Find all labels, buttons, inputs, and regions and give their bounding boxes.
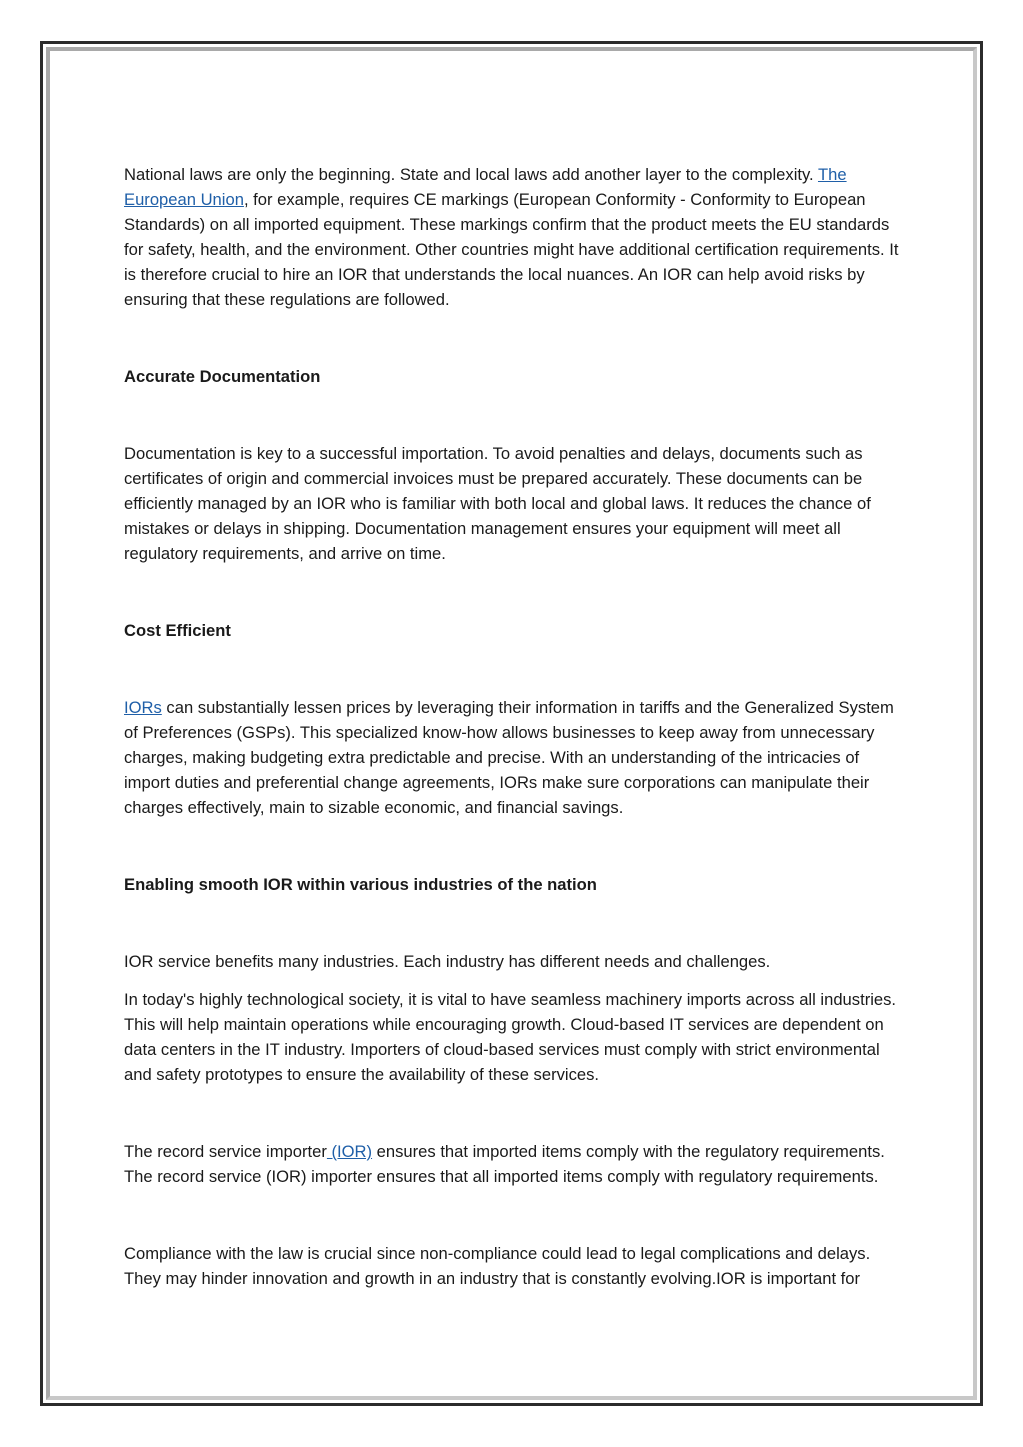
- ior-link[interactable]: (IOR): [326, 1142, 373, 1161]
- paragraph-national-laws: [124, 162, 904, 312]
- heading-enabling-smooth-ior: Enabling smooth IOR within various industries of the nation: [124, 875, 597, 894]
- paragraph-compliance: Compliance with the law is crucial since non-compliance could lead to legal complications and delays. They may hinder innovation and growth in an industry that is constantly evolving.IOR is important for: [124, 1244, 871, 1288]
- heading-accurate-documentation: Accurate Documentation: [124, 367, 321, 386]
- paragraph-text: can substantially lessen prices by leveraging their information in tariffs and the Generalized System of Preferences (GSPs). This specialized know-how allows businesses to keep away from unnecessary charges, making budgeting extra predictable and precise. With an understanding of the intricacies of import duties and preferential change agreements, IORs make sure corporations can manipulate their charges effectively, main to sizable economic, and financial savings.: [124, 698, 894, 817]
- paragraph-text: , for example, requires CE markings (European Conformity - Conformity to European Standards) on all imported equipment. These markings confirm that the product meets the EU standards for safety, health, and the environment. Other countries might have additional certification requirements. It is therefore crucial to hire an IOR that understands the local nuances. An IOR can help avoid risks by ensuring that these regulations are followed.: [124, 190, 899, 309]
- iors-link[interactable]: IORs: [124, 698, 162, 717]
- paragraph-technological-society: In today's highly technological society, it is vital to have seamless machinery imports across all industries. This will help maintain operations while encouraging growth. Cloud-based IT services are dependent on data centers in the IT industry. Importers of cloud-based services must comply with strict environmental and safety prototypes to ensure the availability of these services.: [124, 990, 897, 1084]
- european-union-link[interactable]: The European Union: [124, 165, 847, 209]
- paragraph-text: ensures that imported items comply with the regulatory requirements. The record service (IOR) importer ensures that all imported items comply with regulatory requirements.: [124, 1142, 885, 1186]
- paragraph-text: The record service importer: [124, 1142, 327, 1161]
- paragraph-text: National laws are only the beginning. State and local laws add another layer to the complexity.: [124, 165, 818, 184]
- heading-cost-efficient: Cost Efficient: [124, 621, 231, 640]
- document-body: [124, 162, 904, 1291]
- paragraph-cost-efficient: [124, 695, 904, 820]
- paragraph-documentation: Documentation is key to a successful importation. To avoid penalties and delays, documents such as certificates of origin and commercial invoices must be prepared accurately. These documents can be efficiently managed by an IOR who is familiar with both local and global laws. It reduces the chance of mistakes or delays in shipping. Documentation management ensures your equipment will meet all regulatory requirements, and arrive on time.: [124, 444, 871, 563]
- paragraph-record-service: [124, 1139, 904, 1189]
- paragraph-industries: IOR service benefits many industries. Each industry has different needs and challenges.: [124, 952, 771, 971]
